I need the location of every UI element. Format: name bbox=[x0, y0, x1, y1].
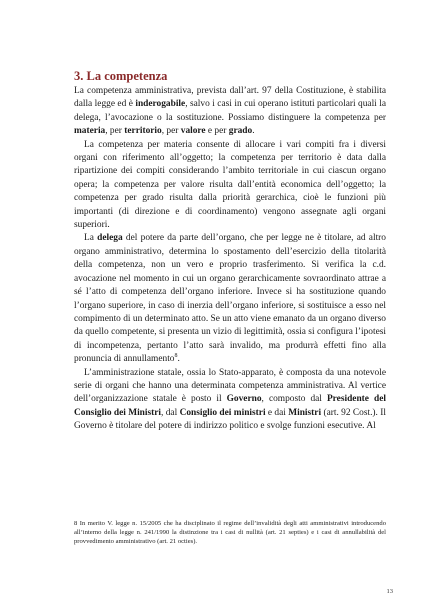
page-number: 13 bbox=[386, 588, 393, 595]
text-run: , composto dal bbox=[261, 394, 327, 405]
bold-term: valore bbox=[180, 126, 206, 137]
text-run: La competenza amministrativa, prevista dall’art. 97 della Costituzione, è stabilita dalla legge ed è bbox=[74, 86, 386, 110]
footnote: 8 In merito V. legge n. 15/2005 che ha disciplinato il regime dell’invalidità degli atti amministrativi introducendo all’interno della legge n. 241/1990 la distinzione tra i casi di nullità (art. 21 septies) e i casi di annullabilità del provvedimento amministrativo (art. 21 octies). bbox=[74, 520, 386, 546]
text-run: La competenza per materia consente di allocare i vari compiti fra i diversi organi con riferimento all’oggetto; la competenza per territorio è data dalla ripartizione dei compiti considerando l’ambito territoriale in cui ciascun organo opera; la competenza per valore risulta dall’entità economica dell’oggetto; la competenza per grado risulta dalla priorità gerarchica, cioè le funzioni più importanti (di direzione e di coordinamento) vengono assegnate agli organi superiori. bbox=[74, 139, 386, 231]
bold-term: inderogabile bbox=[135, 99, 186, 110]
text-run: e dai bbox=[265, 407, 289, 418]
bold-term: Governo bbox=[226, 394, 262, 405]
text-run: (art. 92 Cost.). Il Governo è titolare del potere di indirizzo politico e svolge funzioni esecutive. Al bbox=[74, 407, 386, 432]
bold-term: grado bbox=[228, 126, 253, 137]
paragraph bbox=[74, 367, 386, 434]
section-heading: 3. La competenza bbox=[74, 69, 168, 83]
text-column bbox=[74, 68, 386, 434]
text-run: , salvo i casi in cui operano istituti particolari quali la delega, l’avocazione o la sostituzione. Possiamo distinguere la competenza per bbox=[74, 99, 387, 123]
bold-term: materia bbox=[74, 126, 106, 137]
text-run: . bbox=[252, 126, 255, 137]
text-run: , dal bbox=[161, 407, 180, 418]
text-run: e per bbox=[205, 126, 229, 137]
text-run: L’amministrazione statale, ossia lo Stato-apparato, è composta da una notevole serie di organi che hanno una determinata competenza amministrativa. Al vertice dell’organizzazione statale è posto il bbox=[74, 367, 386, 405]
text-run: , per bbox=[161, 126, 181, 137]
paragraph bbox=[74, 139, 386, 233]
paragraph bbox=[74, 85, 386, 139]
text-run: . bbox=[177, 354, 180, 365]
bold-term: territorio bbox=[124, 126, 162, 137]
text-run: del potere da parte dell’organo, che per legge ne è titolare, ad altro organo amministrativo, determina lo spostamento dell’esercizio della titolarità della competenza, non un vero e proprio trasferimento. Si verifica la c.d. avocazione nel momento in cui un organo gerarchicamente sovraordinato attrae a sé l’atto di competenza dell’organo inferiore. Invece si ha sostituzione quando l’organo superiore, in caso di inerzia dell’organo inferiore, si sostituisce a esso nel compimento di un determinato atto. Se un atto viene emanato da un organo diverso da quello competente, si presenta un vizio di legittimità, ossia si configura l’ipotesi di incompetenza, pertanto l’atto sarà invalido, ma produrrà effetti fino alla pronuncia di annullamento bbox=[74, 233, 386, 365]
body-paragraphs bbox=[74, 85, 386, 434]
bold-term: Presidente del Consiglio dei Ministri bbox=[74, 394, 386, 418]
bold-term: Ministri bbox=[288, 407, 322, 418]
bold-term: Consiglio dei ministri bbox=[179, 407, 266, 418]
footnote-ref: 8 bbox=[174, 353, 178, 359]
text-run: La bbox=[84, 233, 98, 244]
bold-term: delega bbox=[97, 233, 123, 244]
paragraph bbox=[74, 232, 386, 366]
text-run: , per bbox=[105, 126, 125, 137]
